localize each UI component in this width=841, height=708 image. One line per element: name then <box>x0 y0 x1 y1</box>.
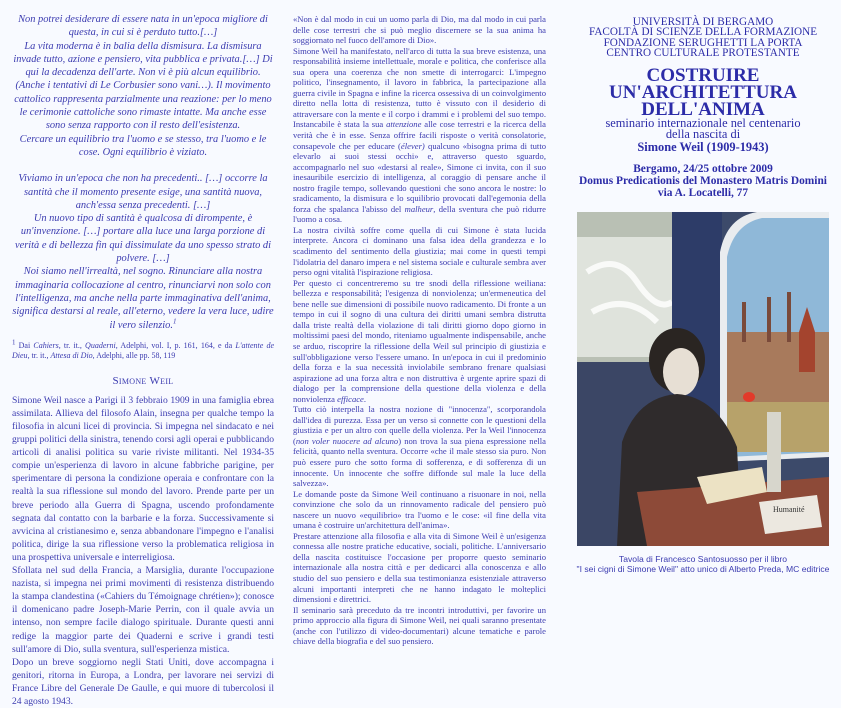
seminar-description <box>293 14 546 647</box>
paragraph-text: Tutto ciò interpella la nostra nozione di "innocenza", scorporandola dall'idea di purezza. Essa per un verso si connette con le questioni della giustizia e per un altro con quelle della violenza. Per la Weil l'innocenza ( <box>293 404 546 446</box>
quote-paragraph: Un nuovo tipo di santità è qualcosa di dirompente, è un'invenzione. […] portare alla luce una larga porzione di verità e di bellezza fin qui dissimulate da uno spesso strato di polvere. […] <box>14 213 271 265</box>
paragraph-text: ) non trova la sua piena espressione nella felicità, quanto nella sventura. Occorre «che il male stesso sia puro. Non può essere puro che sotto forma di sofferenza, e di sofferenza di un innocente. Un innocente che soffre diffonde sul male la luce della salvezza». <box>293 435 546 489</box>
footnote-title: Attesa di Dio <box>50 350 93 360</box>
emphasis-text: attenzione <box>386 119 422 130</box>
subtitle: seminario internazionale nel centenario <box>605 115 801 130</box>
quote-paragraph: Viviamo in un'epoca che non ha precedenti.. […] occorre la santità che il momento presente esige, una santità nuova, anch'essa senza precedenti. […] <box>18 173 268 211</box>
paragraph-text: . <box>363 393 367 404</box>
description-paragraph <box>293 489 546 531</box>
paragraph-text: alle cose terrestri e la ricerca della verità che è in esse. Senza offrire facili risposte o verità consolatorie, consapevole che per educare ( <box>293 119 546 151</box>
bio-paragraph: Sfollata nel sud della Francia, a Marsiglia, durante l'occupazione nazista, si impegna nei primi movimenti di resistenza distribuendo la stampa clandestina («Cahiers du Témoignage chrétien»); conosce il domenicano padre Joseph-Marie Perrin, con il quale avvia un intenso, non sempre facile dialogo spirituale. Durante questi anni redige la maggior parte dei Quaderni e scrive i grandi testi sull'amore di Dio, sulla sventura, sull'esperienza mistica. <box>12 565 274 655</box>
paragraph-text: Il seminario sarà preceduto da tre incontri introduttivi, per favorire un primo approccio alla figura di Simone Weil, nei quali saranno presentate (anche con l'utilizzo di video-documentari) alcune tematiche e parole chiave della biografia e del suo pensiero. <box>293 604 546 647</box>
image-caption <box>572 554 834 575</box>
footnote-ref: 1 <box>172 317 177 326</box>
emphasis-text: efficace <box>337 393 364 404</box>
description-paragraph <box>293 404 546 488</box>
footnote-title: Cahiers <box>33 340 59 350</box>
institution: UNIVERSITÀ DI BERGAMO <box>632 16 774 28</box>
quote-paragraph: Non potrei desiderare di essere nata in un'epoca migliore di questa, in cui si è perduto tutto.[…] <box>18 14 268 39</box>
description-paragraph <box>293 278 546 405</box>
person-name: Simone Weil (1909-1943) <box>637 140 769 155</box>
caption-line: Tavola di Francesco Santosuosso per il libro <box>618 553 788 564</box>
left-column <box>12 0 274 708</box>
title-line: UN'ARCHITETTURA <box>609 81 797 103</box>
quote-paragraph: La vita moderna è in balia della dismisura. La dismisura invade tutto, azione e pensiero, vita pubblica e privata.[…] Di qui la decadenza dell'arte. Non vi è più alcun equilibrio. (Anche i tentativi di Le Corbusier sono vani…). Il movimento cattolico rappresenta parzialmente una reazione: per lo meno le cerimonie cattoliche sono rimaste intatte. Ma anche esse sono senza rapporto con il resto dell'esistenza. <box>13 40 273 132</box>
description-paragraph <box>293 605 546 647</box>
description-paragraph <box>293 531 546 605</box>
title-line: COSTRUIRE <box>646 64 760 86</box>
event-header <box>572 17 834 200</box>
emphasis-text: malheur <box>404 203 434 214</box>
footnote-text: Dai <box>15 340 34 350</box>
bottle <box>767 412 781 492</box>
paragraph-text: Prestare attenzione alla filosofia e alla vita di Simone Weil è un'esigenza connessa alle nostre pratiche educative, sociali, politiche. L'anniversario della nascita costituisce l'occasione per proporre questo seminario internazionale alla nostra città e per dedicarci alla conoscenza e allo studio del suo pensiero e della sua testimonianza esistenziale attraverso alcuni importanti interpreti che ne hanno indagato le molteplici dimensioni e direttrici. <box>293 530 546 605</box>
middle-column <box>293 0 546 647</box>
quotes-block <box>12 13 274 332</box>
emphasis-text: non voler nuocere ad alcuno <box>295 435 399 446</box>
footnote-title: L'attente de Dieu <box>12 340 275 360</box>
footnote <box>12 338 275 361</box>
paragraph-text: Le domande poste da Simone Weil continuano a risuonare in noi, nella convinzione che solo da un rinnovamento radicale del pensiero può nascere un nuovo «equilibrio» tra l'uomo e le cose: «il fine della vita umana è costruire un'architettura dell'anima». <box>293 488 546 531</box>
footnote-mark: 1 <box>12 338 16 347</box>
biography <box>12 394 274 708</box>
footnote-text: , Adelphi, vol. I, p. 161, 164, e da <box>115 340 236 350</box>
institution: CENTRO CULTURALE PROTESTANTE <box>606 47 800 60</box>
event-venue: Domus Predicationis del Monastero Matris Domini <box>579 175 827 188</box>
subtitle: della nascita di <box>665 127 741 142</box>
paragraph-text: La nostra civiltà soffre come quella di cui Simone è stata lucida interprete. Ancora ci dominano una falsa idea della grandezza e lo scadimento del sentimento della giustizia; mai come in questi tempi l'idolatria del danaro impera e nel sistema sociale e culturale sembra aver perso ogni vitalità l'ispirazione religiosa. <box>293 224 546 278</box>
footnote-text: , tr. it., <box>58 340 86 350</box>
paragraph-text: Simone Weil ha manifestato, nell'arco di tutta la sua breve esistenza, una responsabilità insieme intellettuale, morale e politica, che conferisce alla sua opera una coerenza che non smette di interrogarci: L'impegno politico, l'insegnamento, il lavoro in fabbrica, la partecipazione alla guerra civile in Spagna e infine la ricerca ossessiva di un coinvolgimento diretto nella lotta di resistenza, tutto è vissuto con il desiderio di attraversare con la mente e il corpo i drammi e i problemi del suo tempo. Instancabile è stata la sua <box>293 45 546 130</box>
newspaper-title: Humanité <box>773 504 805 514</box>
description-paragraph <box>293 14 546 46</box>
quote-text: Noi siamo nell'irrealtà, nel sogno. Rinunciare alla nostra immaginaria collocazione al centro, rinunciarvi non solo con l'intelligenza, ma anche nella parte immaginativa dell'anima, significa destarsi al reale, all'eterno, vedere la vera luce, udire il vero silenzio. <box>12 266 274 331</box>
painting-image <box>577 212 829 546</box>
paragraph-text: , della sventura che può ridurre l'uomo a cosa. <box>293 203 546 225</box>
right-column <box>572 0 834 574</box>
event-title <box>572 64 834 120</box>
paragraph-text: «Non è dal modo in cui un uomo parla di Dio, ma dal modo in cui parla delle cose terrestri che si può meglio discernere se la sua anima ha soggiornato nel fuoco dell'amore di Dio». <box>293 14 546 46</box>
footnote-text: , tr. it., <box>27 350 51 360</box>
footnote-text: , Adelphi, alle pp. 58, 119 <box>92 350 176 360</box>
bio-paragraph: Simone Weil nasce a Parigi il 3 febbraio 1909 in una famiglia ebrea assimilata. Allieva del filosofo Alain, insegna per qualche tempo la filosofia in alcuni licei di provincia. Si impegna nel sindacato e nei gruppi politici della sinistra, tenendo corsi agli operai e pubblicando articoli di analisi politica su varie riviste militanti. Nel 1934-35 compie un'esperienza di lavoro in alcune fabbriche parigine, per sperimentare di persona la condizione operaia e confrontare con la realtà la sua riflessione sul mondo del lavoro. Prende parte per un breve periodo alla Guerra di Spagna, uscendo profondamente segnata dal contatto con la barbarie e la forza. Successivamente si avvicina al cristianesimo e, senza abbandonare l'impegno e l'analisi politica, dirige la sua riflessione verso la problematica religiosa in una prospettiva universale e interreligiosa. <box>12 394 274 563</box>
emphasis-text: élever) <box>400 140 425 151</box>
paragraph-text: qualcuno «bisogna prima di tutto elevarlo ai suoi stessi occhi» e, attraverso questo sguardo, accompagnarlo nel suo «destarsi al reale», Simone ci invita, con il suo inesauribile esercizio di intelligenza, al coraggio di pensare anche il nostro fragile tempo, sollevando questioni che sono ancora le nostre: lo sradicamento, la dismisura e lo squilibrio provocati dall'egemonia della forza che spalanca l'abisso del <box>293 140 547 214</box>
bio-paragraph: Dopo un breve soggiorno negli Stati Uniti, dove accompagna i genitori, ritorna in Europa, a Londra, per lavorare nei servizi di France Libre del Generale De Gaulle, e qui muore di tubercolosi il 24 agosto 1943. <box>12 656 274 707</box>
event-address: via A. Locatelli, 77 <box>657 186 749 199</box>
quote-paragraph <box>12 265 274 331</box>
institution: FACOLTÀ DI SCIENZE DELLA FORMAZIONE <box>588 26 818 39</box>
face <box>663 348 699 396</box>
caption-line: "I sei cigni di Simone Weil" atto unico di Alberto Preda, MC editrice <box>576 563 830 574</box>
institution: FONDAZIONE SERUGHETTI LA PORTA <box>603 36 803 49</box>
footnote-title: Quaderni <box>85 340 116 350</box>
title-line: DELL'ANIMA <box>641 98 765 120</box>
paragraph-text: Per questo ci concentreremo su tre snodi della riflessione weiliana: bellezza e responsabilità; l'esigenza di nonviolenza; un'ermeneutica del bene nelle sue dimensioni di possibile nuovo radicamento. Di fronte a un tempo in cui il sogno di una cultura dei diritti umani sembra distrutta dalla triste realtà della violazione di tali diritti giorno dopo giorno in moltissimi paesi del mondo, riteniamo ugualmente indispensabile, anche se arduo, riscoprire la riflessione della Weil sul principio di giustizia e sull'obbligazione verso l'essere umano. In un'epoca in cui il predominio della forza e la sua necessità inviolabile sembrano frenare qualsiasi aspirazione ad una forza altra e non distruttiva è urgente aprire spazi di dialogo per la comprensione della questione della violenza e della nonviolenza <box>293 277 546 404</box>
description-paragraph <box>293 46 546 225</box>
quote-paragraph: Cercare un equilibrio tra l'uomo e se stesso, tra l'uomo e le cose. Ogni equilibrio è viziato. <box>19 133 267 158</box>
description-paragraph <box>293 225 546 278</box>
bio-heading: Simone Weil <box>112 374 174 387</box>
event-date: Bergamo, 24/25 ottobre 2009 <box>633 163 773 176</box>
